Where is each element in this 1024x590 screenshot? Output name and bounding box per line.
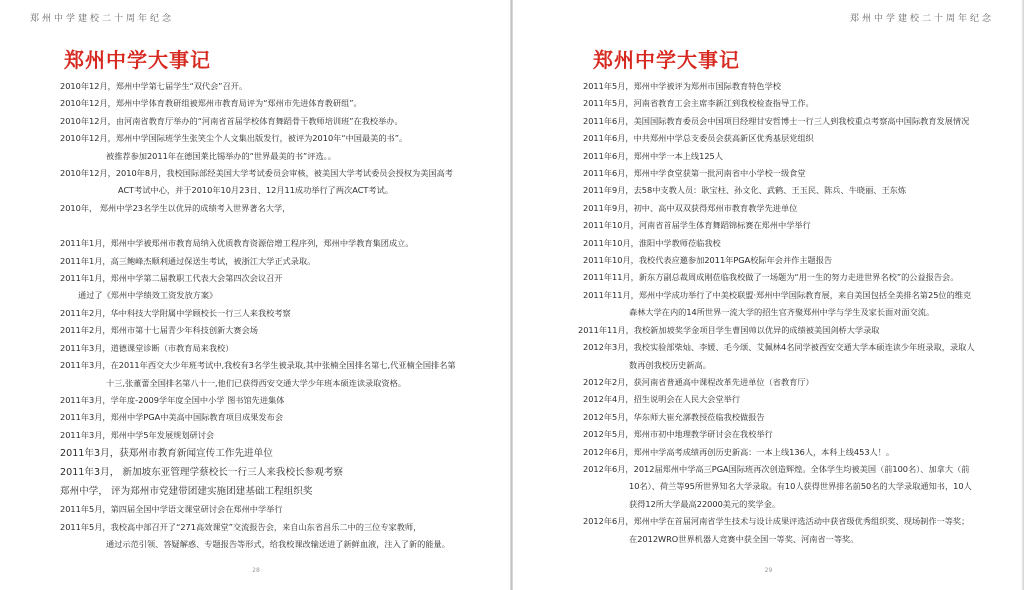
list-item: 2012年4月，招生说明会在人民大会堂举行: [583, 394, 741, 405]
list-item: 2011年3月，道德课堂诊断（市教育局来我校）: [60, 342, 234, 353]
list-item: 2010年12月，2010年8月，我校国际部经美国大学考试委员会审核，被美国大学考试委员会授权为美国高考: [60, 168, 453, 179]
section-spacer: [60, 217, 480, 235]
list-item: 2011年3月，郑州中学5年发展规划研讨会: [60, 429, 215, 440]
list-item-continuation: 获得12所大学最高22000美元的奖学金。: [629, 498, 781, 509]
right-page-number: 29: [764, 567, 773, 574]
right-page-title: 郑州中学大事记: [593, 48, 740, 72]
list-item: 2012年5月，郑州市初中地理教学研讨会在我校举行: [583, 429, 773, 440]
list-item-continuation: 十三,张董蕾全国排名第八十一,他们已获得西安交通大学少年班本硕连读录取资格。: [106, 377, 406, 388]
list-item-continuation: 被推荐参加2011年在德国莱比锡举办的“世界最美的书”评选。。: [106, 150, 336, 161]
list-item: 2012年6月，2012届郑州中学高三PGA国际班再次创造辉煌。全体学生均被美国（前100名）、加拿大（前: [583, 463, 970, 474]
list-item: 2011年11月，新东方副总裁周成刚莅临我校做了一场题为“用一生的努力走进世界名校”的公益报告会。: [583, 272, 959, 283]
list-item-continuation: 通过示范引领、答疑解惑、专题报告等形式，给我校课改输送进了新鲜血液，注入了新的能量。: [106, 538, 450, 549]
list-item: 2011年3月，获郑州市教育新闻宣传工作先进单位: [60, 448, 273, 460]
list-item: 2011年2月，华中科技大学附属中学顾校长一行三人来我校考察: [60, 307, 291, 318]
list-item-continuation: 10名）、荷兰等95所世界知名大学录取。有10人获得世界排名前50名的大学录取通知书，10人: [629, 481, 972, 492]
list-item: 2011年3月，学年度-2009学年度全国中小学 图书馆先进集体: [60, 394, 285, 405]
list-item: 2011年3月， 新加坡东亚管理学蔡校长一行三人来我校长参观考察: [60, 467, 344, 479]
list-item-continuation: 数再创我校历史新高。: [629, 359, 711, 370]
list-item: 2011年11月，我校新加坡奖学金项目学生曹国帅以优异的成绩被美国剑桥大学录取: [578, 324, 880, 335]
list-item: 2011年3月，在2011年西交大少年班考试中,我校有3名学生被录取,其中张楠全国排名第七,代亚楠全国排名第: [60, 360, 456, 371]
list-item: 2010年， 郑州中学23名学生以优异的成绩考入世界著名大学，: [60, 202, 291, 213]
list-item-continuation: ACT考试中心，并于2010年10月23日、12月11成功举行了两次ACT考试。: [118, 185, 393, 196]
list-item: 郑州中学， 评为郑州市党建带团建实施团建基础工程组织奖: [60, 486, 313, 498]
list-item: 2011年5月，第四届全国中学语文课堂研讨会在郑州中学举行: [60, 504, 283, 515]
list-item: 2011年5月，河南省教育工会主席李新江到我校检查指导工作。: [583, 98, 814, 109]
list-item: 2011年5月，我校高中部召开了“271高效课堂”交流报告会，来自山东省昌乐二中的三位专家教师，: [60, 521, 422, 532]
list-item-continuation: 通过了《郑州中学绩效工资发放方案》: [78, 290, 218, 301]
list-item: 2010年12月，郑州中学第七届学生“双代会”召开。: [60, 81, 248, 91]
list-item: 2012年5月，华东师大崔允漷教授莅临我校做报告: [583, 411, 765, 422]
list-item: 2012年2月，获河南省普通高中课程改革先进单位（省教育厅）: [583, 376, 814, 387]
list-item: 2011年9月，去58中支教人员：耿宝柱、孙文化、武鹤、王玉民、陈兵、牛晓丽、王东炼: [583, 185, 907, 196]
list-item-continuation: 在2012WRO世界机器人竞赛中获全国一等奖、河南省一等奖。: [629, 533, 859, 544]
list-item: 2011年1月，郑州中学第二届教职工代表大会第四次会议召开: [60, 273, 283, 284]
list-item: 2011年10月，河南省首届学生体育舞蹈锦标赛在郑州中学举行: [583, 220, 811, 231]
list-item: 2012年6月，郑州中学高考成绩再创历史新高：一本上线136人，本科上线453人！。: [583, 446, 895, 457]
list-item: 2011年6月，美国国际教育委员会中国项目经理甘安哲博士一行三人到我校重点考察高中国际教育发展情况: [583, 115, 970, 126]
list-item: 2012年3月，我校实验部柴灿、李媛、毛今颂、艾佩林4名同学被西安交通大学本硕连读少年班录取，录取人: [583, 342, 975, 353]
right-page: [513, 0, 1024, 590]
list-item: 2011年10月，我校代表应邀参加2011年PGA校际年会并作主题报告: [583, 255, 833, 266]
right-entries-list: [578, 78, 995, 548]
list-item: 2011年3月，郑州中学PGA中美高中国际教育项目成果发布会: [60, 412, 284, 423]
left-page-title: 郑州中学大事记: [64, 48, 211, 72]
list-item: 2010年12月，由河南省教育厅举办的“河南省首届学校体育舞蹈骨干教师培训班”在我校举办。: [60, 115, 403, 126]
list-item: 2011年9月，初中、高中双双获得郑州市教育教学先进单位: [583, 202, 798, 213]
list-item-continuation: 森林大学在内的14所世界一流大学的招生官齐聚郑州中学与学生及家长面对面交流。: [629, 307, 935, 318]
right-running-header: 郑州中学建校二十周年纪念: [849, 14, 994, 24]
list-item: 2011年6月，中共郑州中学总支委员会获高新区优秀基层党组织: [583, 133, 814, 144]
list-item: 2011年6月，郑州中学一本上线125人: [583, 150, 723, 161]
list-item: 2011年6月，郑州中学食堂获第一批河南省中小学校一级食堂: [583, 168, 806, 179]
list-item: 2010年12月，郑州中学体育教研组被郑州市教育局评为“郑州市先进体育教研组”。: [60, 98, 362, 109]
list-item: 2011年11月，郑州中学成功举行了中美校联盟·郑州中学国际教育展，来自美国包括全美排名第25位的维克: [583, 289, 972, 300]
list-item: 2010年12月，郑州中学国际班学生张笑尘个人文集出版发行，被评为2010年“中国最美的书”。: [60, 133, 408, 144]
left-entries-list: [60, 78, 480, 553]
left-running-header: 郑州中学建校二十周年纪念: [30, 14, 175, 24]
list-item: 2011年5月，郑州中学被评为郑州市国际教育特色学校: [583, 81, 781, 91]
list-item: 2011年10月，淮阳中学教师莅临我校: [583, 237, 721, 248]
list-item: 2011年1月，郑州中学被郑州市教育局纳入优质教育资源倍增工程序列，郑州中学教育集团成立。: [60, 238, 414, 249]
left-page-number: 28: [252, 567, 260, 574]
list-item: 2011年1月，高三鲍峰杰顺利通过保送生考试，被浙江大学正式录取。: [60, 255, 316, 266]
list-item: 2012年6月，郑州中学在首届河南省学生技术与设计成果评选活动中获省级优秀组织奖、现场制作一等奖；: [583, 516, 970, 527]
list-item: 2011年2月，郑州市第十七届青少年科技创新大赛会场: [60, 325, 258, 336]
